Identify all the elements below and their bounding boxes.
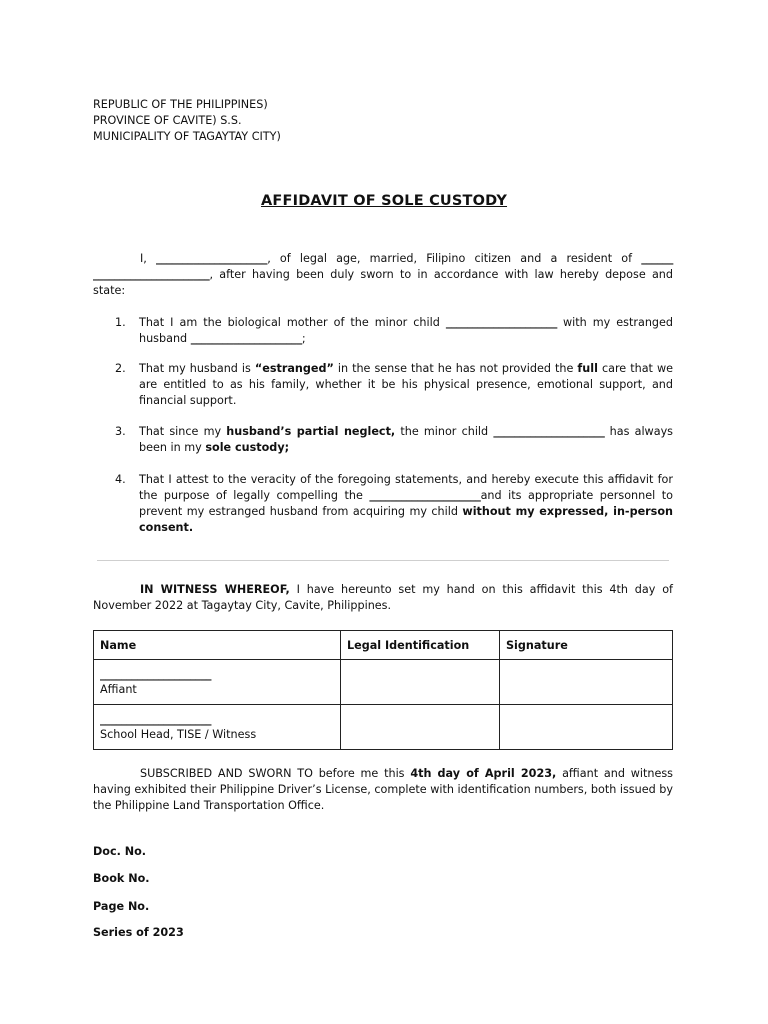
item-text: with my estranged husband: [139, 316, 673, 345]
name-line: _____________________: [100, 668, 212, 681]
item-text: That I attest to the veracity of the foregoing statements, and hereby execute this affidavit for the purpose of legally compelling the: [139, 473, 673, 502]
item-text: care that we are entitled to as his family, whether it be his physical presence, emotional support, and financial support.: [139, 362, 673, 407]
item-text: and its appropriate personnel to prevent my estranged husband from acquiring my child: [139, 489, 673, 518]
role-label: School Head, TISE / Witness: [100, 728, 257, 741]
list-item: [115, 424, 673, 456]
legal-id-cell: [341, 660, 500, 705]
table-header-row: [94, 631, 673, 660]
table-row: [94, 705, 673, 750]
item-bold-text: sole custody;: [205, 441, 290, 454]
item-bold-text: husband’s partial neglect,: [226, 425, 396, 438]
list-item: [115, 315, 673, 347]
signature-cell: [500, 705, 673, 750]
header-signature: Signature: [500, 631, 673, 660]
residence-blank: ______ ______________________: [93, 252, 673, 281]
header-republic: REPUBLIC OF THE PHILIPPINES): [93, 98, 268, 111]
list-item: [115, 472, 673, 536]
name-cell: [94, 660, 341, 705]
item-text: That since my: [139, 425, 227, 438]
page-no-label: Page No.: [93, 900, 150, 913]
item-text: in the sense that he has not provided the: [333, 362, 578, 375]
signature-table: [93, 630, 673, 750]
husband-name-blank: _____________________: [190, 332, 302, 345]
item-number: 2.: [115, 362, 126, 375]
intro-text-3: , after having been duly sworn to in accordance with law hereby depose and state:: [93, 268, 673, 297]
item-number: 3.: [115, 425, 126, 438]
subscribed-paragraph: [93, 766, 673, 814]
intro-paragraph: [93, 251, 673, 299]
witness-bold: IN WITNESS WHEREOF,: [140, 583, 290, 596]
table-row: [94, 660, 673, 705]
child-name-blank: _____________________: [493, 425, 605, 438]
subscribed-bold: 4th day of April 2023,: [410, 767, 557, 780]
venue-header: [93, 97, 281, 145]
role-label: Affiant: [100, 683, 137, 696]
item-bold-text: full: [577, 362, 598, 375]
intro-text-1: I,: [140, 252, 157, 265]
doc-no-label: Doc. No.: [93, 845, 147, 858]
series-label: Series of 2023: [93, 926, 184, 939]
agency-name-blank: _____________________: [369, 489, 481, 502]
item-text: ;: [301, 332, 306, 345]
child-name-blank: _____________________: [445, 316, 558, 329]
item-number: 1.: [115, 316, 126, 329]
book-no-label: Book No.: [93, 872, 150, 885]
name-line: _____________________: [100, 713, 212, 726]
subscribed-text-2: affiant and witness having exhibited their Philippine Driver’s License, complete with identification numbers, both issued by the Philippine Land Transportation Office.: [93, 767, 674, 812]
item-bold-text: without my expressed, in-person consent.: [139, 505, 673, 534]
witness-text: I have hereunto set my hand on this affidavit this 4th day of November 2022 at Tagaytay City, Cavite, Philippines.: [93, 583, 673, 612]
header-municipality: MUNICIPALITY OF TAGAYTAY CITY): [93, 130, 281, 143]
signature-cell: [500, 660, 673, 705]
document-title: AFFIDAVIT OF SOLE CUSTODY: [260, 193, 508, 209]
witness-paragraph: [93, 582, 673, 614]
name-cell: [94, 705, 341, 750]
legal-id-cell: [341, 705, 500, 750]
item-text: the minor child: [395, 425, 494, 438]
header-name: Name: [94, 631, 341, 660]
item-text: That I am the biological mother of the minor child: [139, 316, 446, 329]
section-divider: [97, 560, 669, 561]
affiant-name-blank: _____________________: [156, 252, 268, 265]
item-bold-text: “estranged”: [254, 362, 334, 375]
header-province: PROVINCE OF CAVITE) S.S.: [93, 114, 242, 127]
list-item: [115, 361, 673, 409]
item-number: 4.: [115, 473, 126, 486]
header-legal-identification: Legal Identification: [341, 631, 500, 660]
item-text: That my husband is: [139, 362, 255, 375]
intro-text-2: , of legal age, married, Filipino citizen and a resident of: [267, 252, 642, 265]
item-text: has always been in my: [139, 425, 674, 454]
subscribed-text-1: SUBSCRIBED AND SWORN TO before me this: [140, 767, 411, 780]
